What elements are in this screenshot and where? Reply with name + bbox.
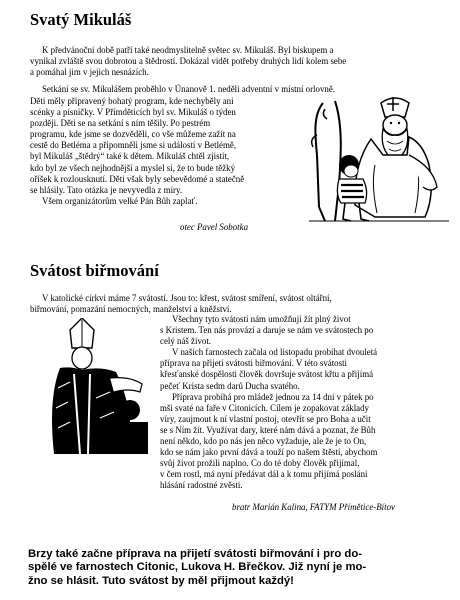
text-line: scénky a písničky. V Přímděticích byl sv. Mikuláš o týden [30,107,236,118]
text-line: s Kristem. Ten nás provází a daruje se nám ve svátostech po [160,325,374,336]
text-line: Všechny tyto svátosti nám umožňují žít plný život [172,314,351,324]
article1-signature: otec Pavel Sobotka [180,222,249,232]
text-line: celý náš život. [160,336,212,347]
text-line: Příprava probíhá pro mládež jednou za 14 dní v pátek po [172,391,374,402]
text-line: Setkání se sv. Mikulášem proběhlo v Únanově 1. neděli adventní v místní orlovně. [42,84,335,94]
text-line: V katolické církvi máme 7 svátostí. Jsou to: křest, svátost smíření, svátost oltářní, [42,293,332,303]
text-line: kdo se nám jako první dává a touží po našem štěstí, abychom [160,447,378,458]
text-line: K předvánoční době patří také neodmyslitelně světec sv. Mikuláš. Byl biskupem a [42,45,334,55]
text-line: se s Ním žít. Využívat dary, které nám dává a poznat, že Bůh [160,424,376,435]
article1-intro [30,45,438,78]
saint-nicholas-illustration [305,95,453,225]
text-line: příprava na přijetí svátosti biřmování. V této svátosti [160,358,348,369]
text-line: v čem rostl, má nyní předávat dál a k tomu přijímá poslání [160,469,368,480]
text-line: V našich farnostech začala od listopadu probíhat dvouletá [172,347,378,358]
text-line: programu, kde jsme se dozvěděli, co vše můžeme zažít na [30,129,236,140]
text-line: není někdo, kdo po nás jen něco vyžaduje, ale že je to On, [160,436,367,447]
article1-body [30,96,302,207]
text-line: Děti měly připravený bohatý program, kde nechyběly ani [30,96,234,106]
text-line: mši svaté na faře v Citonicích. Cílem je zopakovat základy [160,402,369,413]
text-line: oříšek k rozlousknutí. Děti však byly sebevědomé a statečně [30,173,245,184]
text-line: kdo byl ze všech nejhodnější a myslel si, že to bude těžký [30,162,236,173]
text-line: vynikal zvláště svou dobrotou a štědrostí. Dokázal vidět potřeby druhých lidí kolem sebe [30,56,347,67]
notice-line: žno se hlásit. Tuto svátost by měl přijmout každý! [28,574,294,587]
text-line: biřmování, pomazání nemocných, manželství a kněžství. [30,304,232,315]
text-line: křesťanské dospělosti člověk dovršuje svátost křtu a přijímá [160,369,374,380]
text-line: se hlásily. Tato otázka je nevyvedla z míry. [30,184,183,195]
text-line: svůj život prožili naplno. Co do té doby člověk přijímal, [160,458,360,469]
text-line: pečeť Krista sedm darů Ducha svatého. [160,380,300,391]
notice-line: Brzy také začne příprava na přijetí svátosti biřmování i pro do- [28,548,362,560]
text-line: byl Mikuláš „štědrý“ také k dětem. Mikuláš chtěl zjistit, [30,151,230,162]
text-line: cestě do Betléma a připomněli jsme si události v Betlémě, [30,140,237,151]
article2-body [160,314,440,492]
article2-intro [30,293,438,315]
notice-line: spělé ve farnostech Citonic, Lukova H. Břečkov. Již nyní je mo- [28,561,367,574]
article2-signature: bratr Marián Kalina, FATYM Přímětice-Bítov [232,502,395,512]
article-title-mikulas: Svatý Mikuláš [30,10,132,29]
article-title-birmovani: Svátost biřmování [30,261,159,280]
article1-event-line [30,84,438,95]
confirmation-illustration [30,318,150,458]
text-line: Všem organizátorům velké Pán Bůh zaplať. [42,195,198,206]
text-line: víry, zaujmout k ní vlastní postoj, otevřít se pro Boha a učit [160,413,371,424]
text-line: později. Děti se na setkání s ním těšily. Po pestrém [30,118,211,129]
notice-box [28,548,438,588]
text-line: a pomáhal jim v jejich nesnázích. [30,67,149,78]
text-line: hlásání radostné zvěsti. [160,480,243,491]
